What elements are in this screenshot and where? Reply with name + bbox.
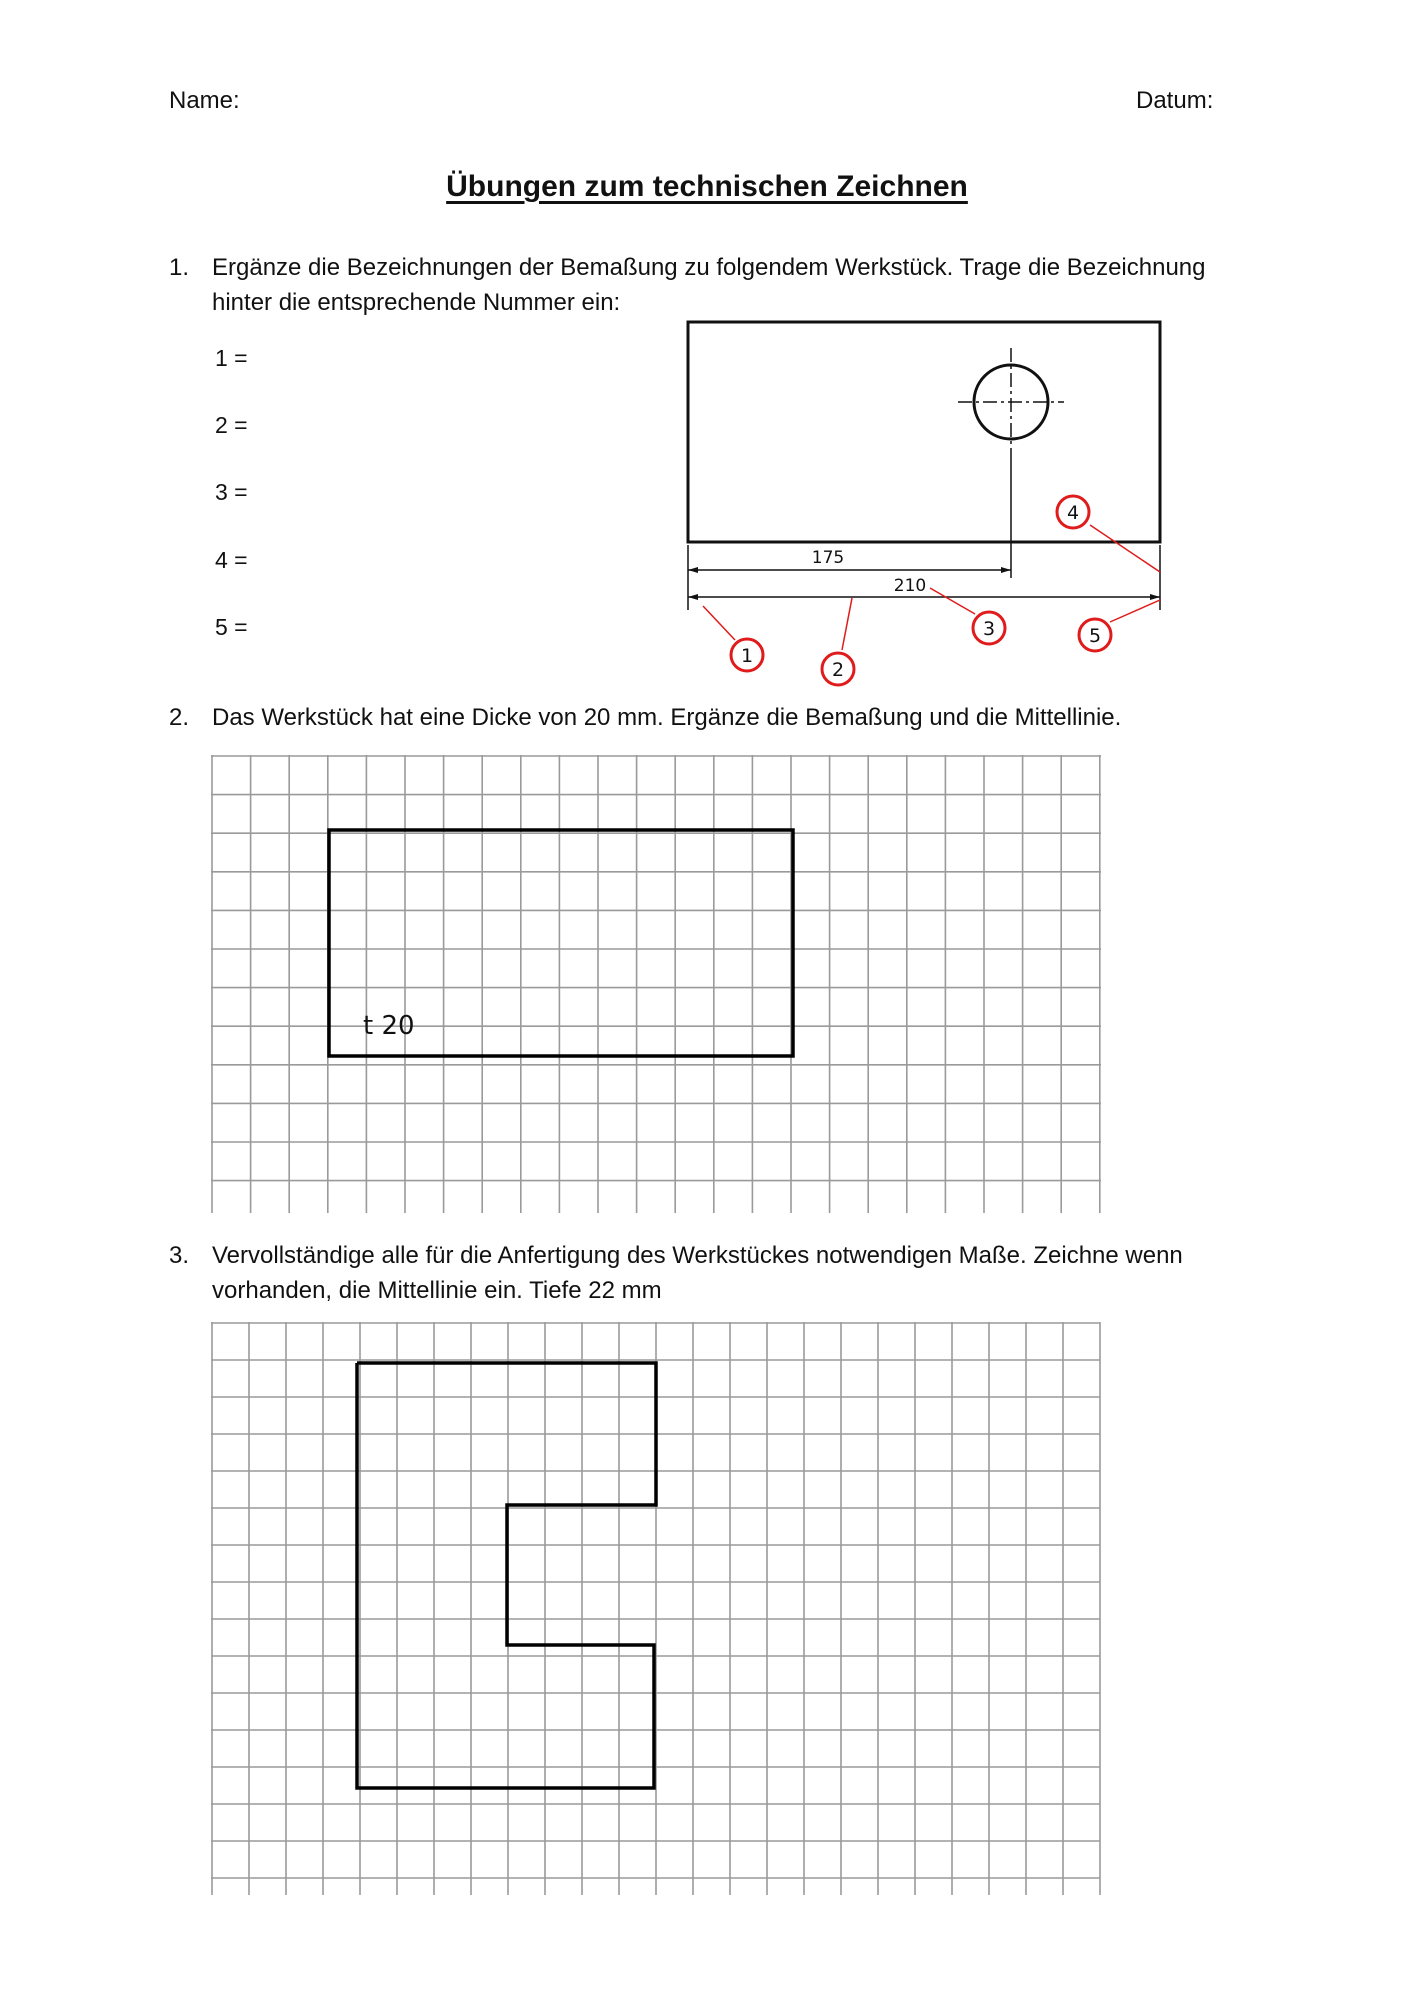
- task-3-number: 3.: [169, 1242, 190, 1269]
- workpiece-profile: [357, 1363, 656, 1788]
- task-1-text: Ergänze die Bezeichnungen der Bemaßung zu folgendem Werkstück. Trage die Bezeichnung hinter die entsprechende Nummer ein:: [212, 254, 1206, 316]
- svg-text:3: 3: [982, 618, 996, 640]
- task-3-text: Vervollständige alle für die Anfertigung des Werkstückes notwendigen Maße. Zeichne wenn vorhanden, die Mittellinie ein. Tiefe 22 mm: [212, 1242, 1183, 1304]
- dimension-text-210: 210: [893, 576, 927, 596]
- task-1-number: 1.: [169, 254, 190, 281]
- callout-5: [1079, 619, 1111, 651]
- page-title: Übungen zum technischen Zeichnen: [446, 170, 968, 203]
- svg-text:2: 2: [831, 659, 845, 681]
- drawing-grid-3[interactable]: [211, 1322, 1101, 1896]
- callout-1: [731, 639, 763, 671]
- callout-3: [973, 612, 1005, 644]
- date-label: Datum:: [1136, 87, 1214, 114]
- task-2-number: 2.: [169, 704, 190, 731]
- thickness-label: t 20: [363, 1011, 415, 1041]
- leader-line-1: [703, 606, 735, 640]
- answer-label-1: 1 =: [215, 345, 248, 371]
- leader-line-2: [842, 598, 852, 650]
- svg-text:5: 5: [1088, 625, 1102, 647]
- leader-line-4: [1090, 525, 1160, 572]
- technical-drawing-1: [0, 0, 1414, 720]
- task-2-text: Das Werkstück hat eine Dicke von 20 mm. Ergänze die Bemaßung und die Mittellinie.: [212, 704, 1122, 731]
- callout-2: [822, 653, 854, 685]
- answer-label-2: 2 =: [215, 412, 248, 438]
- svg-text:4: 4: [1066, 502, 1080, 524]
- svg-text:1: 1: [740, 645, 754, 667]
- leader-line-3: [930, 588, 975, 614]
- answer-label-4: 4 =: [215, 547, 248, 573]
- leader-line-5: [1110, 600, 1160, 622]
- dimension-text-175: 175: [811, 548, 845, 568]
- answer-label-3: 3 =: [215, 479, 248, 505]
- drawing-grid-2[interactable]: [211, 755, 1102, 1214]
- answer-label-5: 5 =: [215, 614, 248, 640]
- callout-4: [1057, 496, 1089, 528]
- name-label: Name:: [169, 87, 240, 114]
